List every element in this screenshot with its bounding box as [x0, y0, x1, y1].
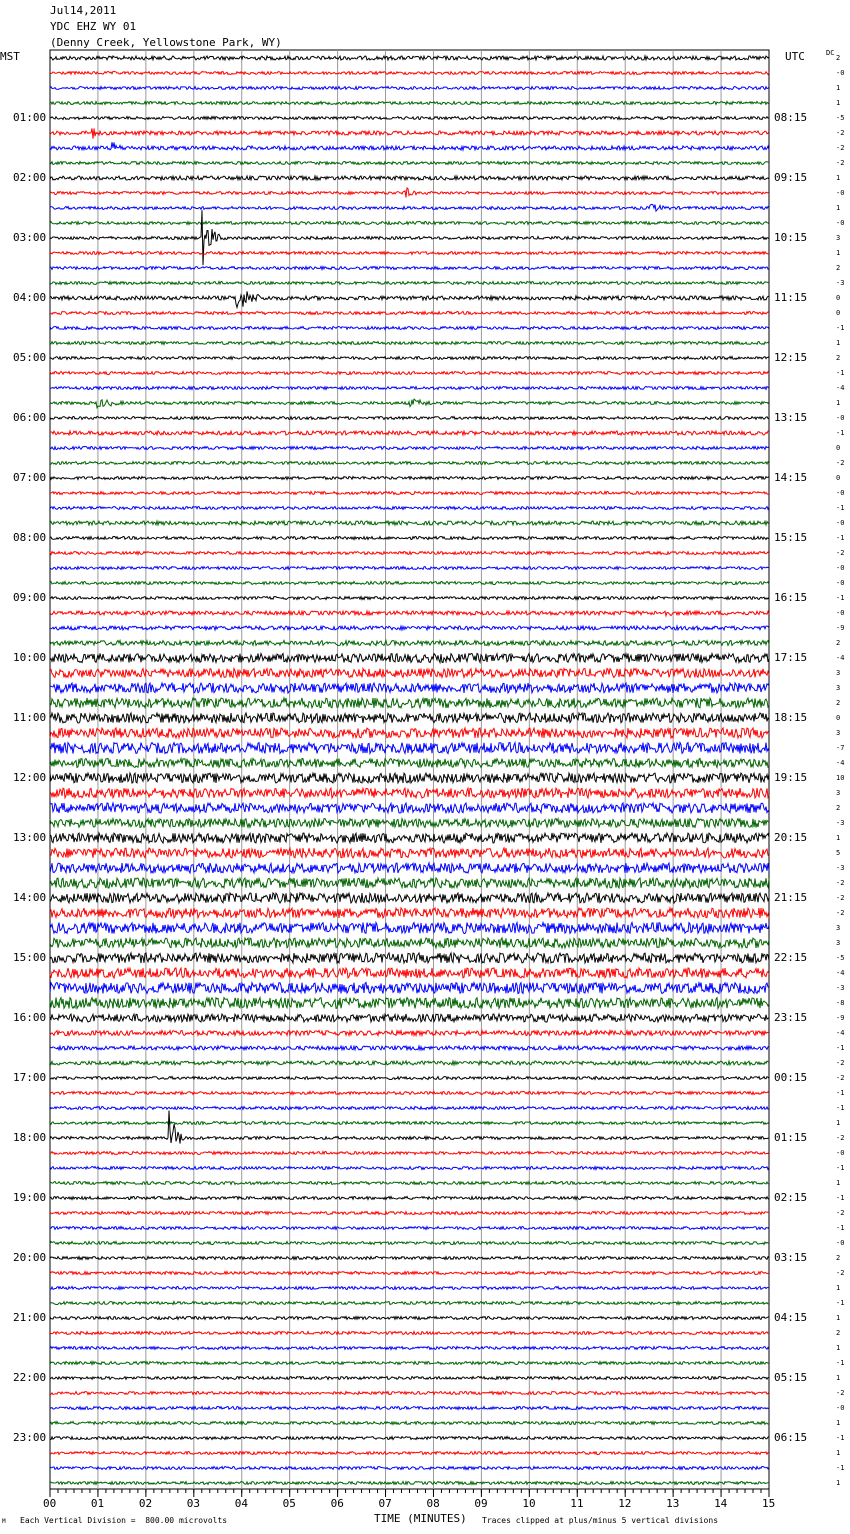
dc-offset-label: -1: [836, 1044, 845, 1052]
seismic-trace: [50, 447, 769, 450]
seismic-trace: [50, 1122, 769, 1125]
dc-offset-label: 2: [836, 699, 841, 707]
mst-hour-label: 10:00: [13, 651, 47, 664]
header-station: YDC EHZ WY 01: [50, 20, 137, 33]
seismic-trace: [50, 342, 769, 345]
dc-offset-label: -1: [836, 594, 845, 602]
header-date: Jul14,2011: [50, 4, 117, 17]
dc-offset-label: -1: [836, 1164, 845, 1172]
dc-offset-label: 2: [836, 804, 841, 812]
seismic-trace: [50, 1482, 769, 1485]
dc-offset-label: -2: [836, 129, 845, 137]
dc-offset-label: -2: [836, 1389, 845, 1397]
dc-offset-label: 0: [836, 714, 841, 722]
seismic-trace: [50, 983, 769, 994]
seismic-trace: [50, 582, 769, 585]
seismic-trace: [50, 1152, 769, 1155]
utc-hour-label: 02:15: [774, 1191, 808, 1204]
utc-hour-label: 05:15: [774, 1371, 808, 1384]
utc-hour-label: 04:15: [774, 1311, 808, 1324]
mst-hour-label: 09:00: [13, 591, 47, 604]
dc-offset-label: -0: [836, 69, 845, 77]
mst-hour-label: 14:00: [13, 891, 47, 904]
mst-hour-label: 07:00: [13, 471, 47, 484]
seismic-trace: [50, 267, 769, 270]
seismic-trace: [50, 507, 769, 510]
dc-offset-label: -4: [836, 759, 845, 767]
dc-offset-label: -9: [836, 624, 845, 632]
dc-offset-label: -1: [836, 324, 845, 332]
dc-offset-label: -2: [836, 1134, 845, 1142]
dc-label: DC: [826, 49, 835, 57]
dc-offset-label: -0: [836, 609, 845, 617]
seismic-trace: [50, 1422, 769, 1425]
dc-offset-label: -4: [836, 654, 845, 662]
seismic-trace: [50, 641, 769, 646]
dc-offset-label: 1: [836, 399, 841, 407]
x-tick-label: 08: [426, 1497, 440, 1510]
utc-hour-label: 12:15: [774, 351, 808, 364]
seismic-trace: [50, 1227, 769, 1230]
dc-offset-label: 3: [836, 924, 841, 932]
seismic-trace: [50, 878, 769, 888]
dc-offset-label: 1: [836, 1179, 841, 1187]
dc-offset-label: -2: [836, 879, 845, 887]
utc-hour-label: 19:15: [774, 771, 808, 784]
dc-offset-label: -5: [836, 954, 845, 962]
dc-offset-label: -0: [836, 1149, 845, 1157]
dc-offset-label: 2: [836, 264, 841, 272]
seismic-trace: [50, 1257, 769, 1260]
x-tick-label: 03: [186, 1497, 201, 1510]
clip-note: Traces clipped at plus/minus 5 vertical divisions: [482, 1516, 719, 1525]
seismic-trace: [50, 743, 769, 754]
dc-offset-label: -0: [836, 519, 845, 527]
left-axis-label: MST: [0, 50, 20, 63]
seismic-trace: [50, 1077, 769, 1080]
header-location: (Denny Creek, Yellowstone Park, WY): [50, 36, 282, 49]
dc-offset-label: 5: [836, 849, 841, 857]
utc-hour-label: 18:15: [774, 711, 808, 724]
seismic-trace: [50, 162, 769, 165]
x-tick-label: 15: [762, 1497, 776, 1510]
seismic-trace: [50, 312, 769, 315]
dc-offset-label: 2: [836, 639, 841, 647]
dc-offset-label: -1: [836, 534, 845, 542]
mst-hour-label: 11:00: [13, 711, 47, 724]
mst-hour-label: 08:00: [13, 531, 47, 544]
utc-hour-label: 06:15: [774, 1431, 808, 1444]
x-tick-label: 10: [522, 1497, 536, 1510]
dc-offset-label: -1: [836, 1194, 845, 1202]
x-tick-label: 05: [282, 1497, 296, 1510]
dc-offset-label: -0: [836, 1239, 845, 1247]
utc-hour-label: 13:15: [774, 411, 808, 424]
x-tick-label: 13: [666, 1497, 680, 1510]
seismic-trace: [50, 788, 769, 798]
seismic-trace: [50, 521, 769, 525]
seismic-trace: [50, 188, 769, 198]
dc-offset-label: -7: [836, 744, 845, 752]
seismic-trace: [50, 1111, 769, 1144]
seismic-trace: [50, 728, 769, 738]
seismic-trace: [50, 953, 769, 963]
seismic-trace: [50, 759, 769, 768]
seismic-trace: [50, 938, 769, 948]
x-tick-label: 12: [618, 1497, 632, 1510]
dc-offset-label: -1: [836, 1104, 845, 1112]
x-tick-label: 07: [378, 1497, 392, 1510]
mst-hour-label: 01:00: [13, 111, 47, 124]
mst-hour-label: 19:00: [13, 1191, 47, 1204]
dc-offset-label: 1: [836, 1119, 841, 1127]
dc-offset-label: 1: [836, 1479, 841, 1487]
seismic-trace: [50, 222, 769, 225]
seismic-trace: [50, 1287, 769, 1290]
dc-offset-label: -4: [836, 384, 845, 392]
utc-hour-label: 17:15: [774, 651, 808, 664]
seismic-trace: [50, 654, 769, 663]
mst-hour-label: 02:00: [13, 171, 47, 184]
seismic-trace: [50, 1061, 769, 1065]
dc-offset-label: 1: [836, 84, 841, 92]
mst-hour-label: 23:00: [13, 1431, 47, 1444]
dc-offset-label: 1: [836, 1344, 841, 1352]
dc-offset-label: -0: [836, 1404, 845, 1412]
seismic-trace: [50, 537, 769, 540]
seismic-trace: [50, 1392, 769, 1395]
dc-offset-label: -2: [836, 1059, 845, 1067]
seismic-trace: [50, 142, 769, 150]
dc-offset-label: -3: [836, 864, 845, 872]
seismic-trace: [50, 597, 769, 600]
seismic-trace: [50, 611, 769, 616]
x-tick-label: 09: [474, 1497, 488, 1510]
utc-hour-label: 11:15: [774, 291, 808, 304]
seismic-trace: [50, 252, 769, 255]
dc-offset-label: -3: [836, 819, 845, 827]
seismic-trace: [50, 819, 769, 828]
seismic-trace: [50, 1302, 769, 1305]
dc-offset-label: 1: [836, 1374, 841, 1382]
seismic-trace: [50, 1167, 769, 1170]
dc-offset-label: 1: [836, 834, 841, 842]
dc-offset-label: 3: [836, 684, 841, 692]
dc-offset-label: -0: [836, 564, 845, 572]
seismic-trace: [50, 291, 769, 307]
seismic-trace: [50, 998, 769, 1009]
dc-offset-label: 3: [836, 789, 841, 797]
seismic-trace: [50, 713, 769, 723]
dc-offset-label: -0: [836, 414, 845, 422]
dc-offset-label: -1: [836, 1089, 845, 1097]
seismic-trace: [50, 698, 769, 708]
mst-hour-label: 22:00: [13, 1371, 47, 1384]
dc-offset-label: 3: [836, 939, 841, 947]
mst-hour-label: 04:00: [13, 291, 47, 304]
seismic-trace: [50, 372, 769, 375]
seismic-trace: [50, 923, 769, 934]
dc-offset-label: -0: [836, 189, 845, 197]
x-tick-label: 01: [90, 1497, 105, 1510]
dc-offset-label: -1: [836, 1464, 845, 1472]
dc-offset-label: 0: [836, 294, 841, 302]
seismic-trace: [50, 1347, 769, 1350]
seismic-trace: [50, 357, 769, 360]
seismic-trace: [50, 87, 769, 90]
seismic-trace: [50, 102, 769, 105]
dc-offset-label: -1: [836, 504, 845, 512]
seismic-trace: [50, 1332, 769, 1335]
mst-hour-label: 20:00: [13, 1251, 47, 1264]
dc-offset-label: 0: [836, 474, 841, 482]
dc-offset-label: 1: [836, 204, 841, 212]
scale-note: Each Vertical Division = 800.00 microvolts: [20, 1516, 228, 1525]
dc-offset-label: 1: [836, 249, 841, 257]
mst-hour-label: 18:00: [13, 1131, 47, 1144]
utc-hour-label: 03:15: [774, 1251, 808, 1264]
mst-hour-label: 03:00: [13, 231, 47, 244]
seismic-trace: [50, 669, 769, 678]
dc-offset-label: -1: [836, 1299, 845, 1307]
dc-offset-label: 2: [836, 354, 841, 362]
dc-offset-label: 3: [836, 234, 841, 242]
x-tick-label: 02: [138, 1497, 153, 1510]
dc-offset-label: -2: [836, 1209, 845, 1217]
seismic-trace: [50, 1272, 769, 1275]
seismic-trace: [50, 1107, 769, 1110]
seismic-trace: [50, 1407, 769, 1410]
dc-offset-label: -0: [836, 219, 845, 227]
utc-hour-label: 09:15: [774, 171, 808, 184]
dc-offset-label: -1: [836, 1224, 845, 1232]
dc-offset-label: -0: [836, 489, 845, 497]
utc-hour-label: 14:15: [774, 471, 808, 484]
dc-offset-label: -2: [836, 1074, 845, 1082]
seismic-trace: [50, 683, 769, 693]
mst-hour-label: 06:00: [13, 411, 47, 424]
seismic-trace: [50, 1182, 769, 1185]
dc-offset-label: 1: [836, 174, 841, 182]
seismic-trace: [50, 833, 769, 843]
seismic-trace: [50, 1014, 769, 1022]
utc-hour-label: 23:15: [774, 1011, 808, 1024]
seismic-trace: [50, 327, 769, 330]
utc-hour-label: 00:15: [774, 1071, 808, 1084]
seismic-trace: [50, 908, 769, 918]
right-axis-label: UTC: [785, 50, 805, 63]
seismic-trace: [50, 1437, 769, 1440]
dc-offset-label: -5: [836, 114, 845, 122]
seismic-trace: [50, 56, 769, 60]
dc-offset-label: -1: [836, 1359, 845, 1367]
utc-hour-label: 20:15: [774, 831, 808, 844]
dc-offset-label: 1: [836, 1419, 841, 1427]
utc-hour-label: 22:15: [774, 951, 808, 964]
seismic-trace: [50, 1452, 769, 1455]
dc-offset-label: -0: [836, 579, 845, 587]
x-tick-label: 06: [330, 1497, 344, 1510]
seismic-trace: [50, 1197, 769, 1200]
x-tick-label: 00: [43, 1497, 57, 1510]
dc-offset-label: -2: [836, 1269, 845, 1277]
dc-offset-label: 1: [836, 1284, 841, 1292]
seismic-trace: [50, 399, 769, 408]
utc-hour-label: 08:15: [774, 111, 808, 124]
dc-offset-label: 2: [836, 1329, 841, 1337]
utc-hour-label: 01:15: [774, 1131, 808, 1144]
seismic-trace: [50, 477, 769, 480]
seismic-trace: [50, 204, 769, 211]
corner-mark: M: [2, 1518, 6, 1525]
seismic-trace: [50, 773, 769, 783]
seismic-trace: [50, 1031, 769, 1036]
dc-offset-label: -4: [836, 1029, 845, 1037]
dc-offset-label: -2: [836, 159, 845, 167]
x-tick-label: 14: [714, 1497, 728, 1510]
seismic-trace: [50, 117, 769, 120]
mst-hour-label: 15:00: [13, 951, 47, 964]
dc-offset-label: -2: [836, 909, 845, 917]
dc-offset-label: -3: [836, 984, 845, 992]
x-tick-label: 11: [570, 1497, 584, 1510]
dc-offset-label: -1: [836, 1434, 845, 1442]
seismic-trace: [50, 1377, 769, 1380]
dc-offset-label: -8: [836, 999, 845, 1007]
mst-hour-label: 05:00: [13, 351, 47, 364]
mst-hour-label: 21:00: [13, 1311, 47, 1324]
seismic-trace: [50, 210, 769, 265]
dc-offset-label: -4: [836, 969, 845, 977]
seismic-trace: [50, 417, 769, 420]
dc-offset-label: 1: [836, 339, 841, 347]
seismic-trace: [50, 431, 769, 435]
dc-offset-label: -1: [836, 369, 845, 377]
utc-hour-label: 16:15: [774, 591, 808, 604]
dc-offset-label: 3: [836, 729, 841, 737]
x-tick-label: 04: [234, 1497, 248, 1510]
seismic-trace: [50, 1362, 769, 1365]
seismic-trace: [50, 893, 769, 903]
seismic-trace: [50, 492, 769, 495]
seismic-trace: [50, 626, 769, 630]
seismic-trace: [50, 567, 769, 570]
dc-offset-label: 2: [836, 54, 841, 62]
seismic-trace: [50, 1046, 769, 1050]
dc-offset-label: -2: [836, 894, 845, 902]
dc-offset-label: 1: [836, 1314, 841, 1322]
dc-offset-label: 10: [836, 774, 845, 782]
seismic-trace: [50, 1092, 769, 1095]
mst-hour-label: 16:00: [13, 1011, 47, 1024]
dc-offset-label: -2: [836, 144, 845, 152]
seismic-trace: [50, 176, 769, 180]
utc-hour-label: 10:15: [774, 231, 808, 244]
seismic-trace: [50, 552, 769, 555]
seismic-trace: [50, 848, 769, 858]
dc-offset-label: 2: [836, 1254, 841, 1262]
seismic-trace: [50, 803, 769, 813]
dc-offset-label: -9: [836, 1014, 845, 1022]
mst-hour-label: 17:00: [13, 1071, 47, 1084]
seismic-trace: [50, 387, 769, 390]
seismic-trace: [50, 1317, 769, 1320]
dc-offset-label: 1: [836, 99, 841, 107]
seismic-trace: [50, 1212, 769, 1215]
seismic-trace: [50, 282, 769, 285]
seismic-trace: [50, 128, 769, 138]
seismic-trace: [50, 462, 769, 465]
dc-offset-label: 1: [836, 1449, 841, 1457]
utc-hour-label: 15:15: [774, 531, 808, 544]
seismic-trace: [50, 72, 769, 75]
seismic-trace: [50, 863, 769, 873]
seismic-trace: [50, 1467, 769, 1470]
dc-offset-label: 0: [836, 309, 841, 317]
dc-offset-label: 3: [836, 669, 841, 677]
dc-offset-label: -3: [836, 279, 845, 287]
seismic-trace: [50, 968, 769, 978]
mst-hour-label: 12:00: [13, 771, 47, 784]
dc-offset-label: -2: [836, 459, 845, 467]
dc-offset-label: -2: [836, 549, 845, 557]
dc-offset-label: 0: [836, 444, 841, 452]
x-axis-label: TIME (MINUTES): [374, 1512, 467, 1525]
dc-offset-label: -1: [836, 429, 845, 437]
seismic-trace: [50, 1242, 769, 1245]
utc-hour-label: 21:15: [774, 891, 808, 904]
mst-hour-label: 13:00: [13, 831, 47, 844]
